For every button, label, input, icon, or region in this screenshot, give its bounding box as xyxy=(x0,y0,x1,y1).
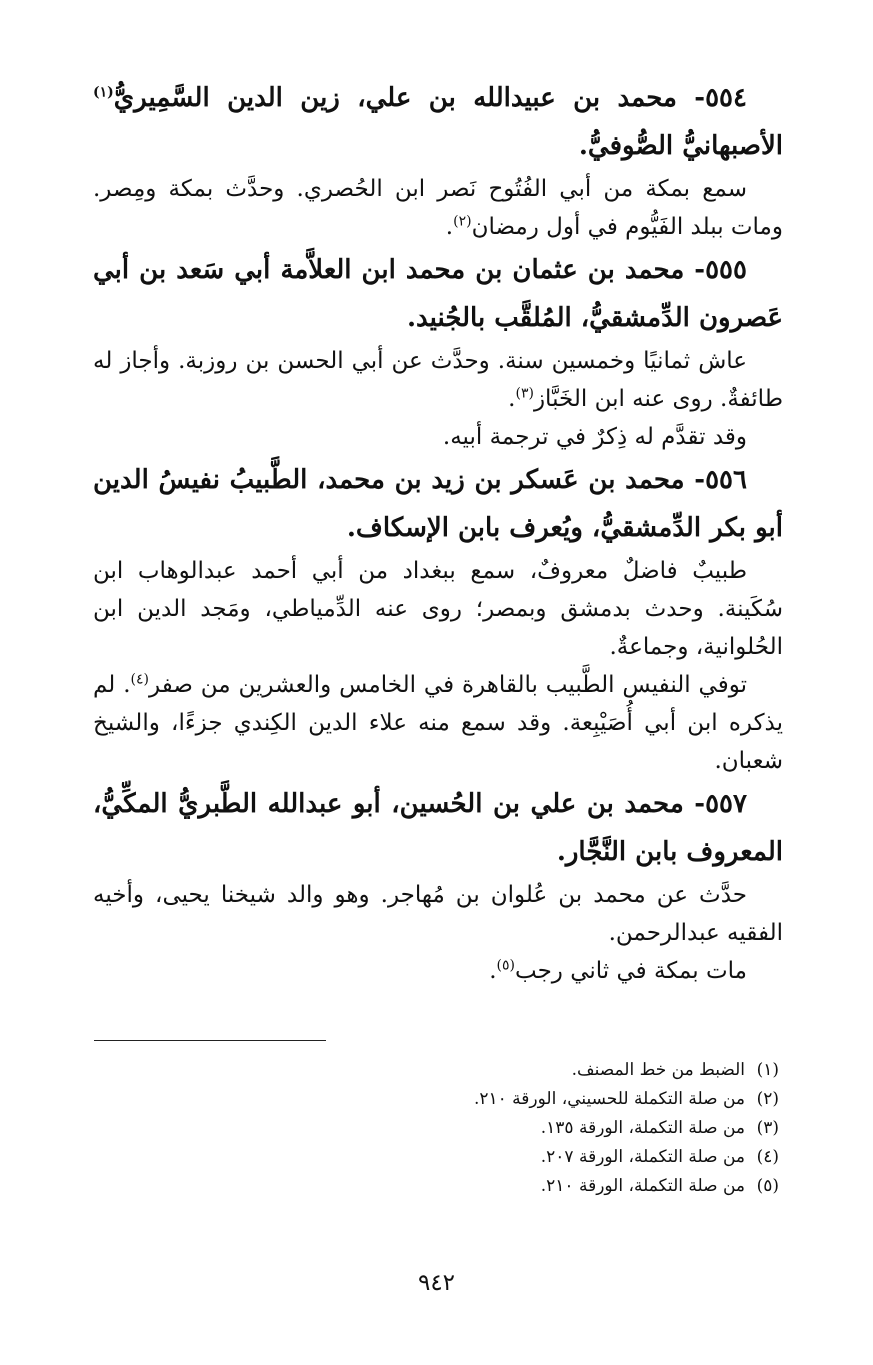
entry-paragraph: عاش ثمانيًا وخمسين سنة. وحدَّث عن أبي الحسن بن روزبة. وأجاز له طائفةٌ. روى عنه ابن الخَبَّاز$^{(٣)}$. xyxy=(93,348,783,412)
footnote-item: (١) الضبط من خط المصنف. xyxy=(571,1060,779,1080)
footnote-ref-3: (٣) xyxy=(515,385,534,402)
entry-title-556: ٥٥٦- محمد بن عَسكر بن زيد بن محمد، الطَّبيبُ نفيسُ الدين أبو بكر الدِّمشقيُّ، ويُعرف بابن الإسكاف. xyxy=(93,465,783,543)
entry-paragraph: سمع بمكة من أبي الفُتُوح نَصر ابن الحُصري. وحدَّث بمكة ومِصر. ومات ببلد الفَيُّوم في أول رمضان$^{(٢)}$. xyxy=(93,176,783,240)
entry-paragraph: مات بمكة في ثاني رجب$^{(٥)}$. xyxy=(489,957,747,984)
page-number: ٩٤٢ xyxy=(417,1270,456,1296)
entry-title-557: ٥٥٧- محمد بن علي بن الحُسين، أبو عبدالله الطَّبريُّ المكِّيُّ، المعروف بابن النَّجَّار. xyxy=(93,789,783,867)
footnote-ref-2: (٢) xyxy=(453,213,472,230)
footnote-divider xyxy=(94,1040,326,1041)
footnote-ref-4: (٤) xyxy=(130,671,149,688)
footnote-ref-5: (٥) xyxy=(496,957,515,974)
footnotes xyxy=(99,1056,779,1201)
main-text xyxy=(93,74,783,990)
footnote-item: (٤) من صلة التكملة، الورقة ٢٠٧. xyxy=(540,1147,779,1167)
footnote-item: (٢) من صلة التكملة للحسيني، الورقة ٢١٠. xyxy=(473,1089,779,1109)
footnote-ref-1: (١) xyxy=(93,84,114,101)
entry-title-555: ٥٥٥- محمد بن عثمان بن محمد ابن العلاَّمة أبي سَعد بن أبي عَصرون الدِّمشقيُّ، المُلقَّب بالجُنيد. xyxy=(93,255,783,333)
entry-paragraph: طبيبٌ فاضلٌ معروفٌ، سمع ببغداد من أبي أحمد عبدالوهاب ابن سُكَينة. وحدث بدمشق وبمصر؛ روى عنه الدِّمياطي، ومَجد الدين ابن الحُلوانية، وجماعةٌ. xyxy=(93,558,783,660)
footnote-item: (٣) من صلة التكملة، الورقة ١٣٥. xyxy=(540,1118,779,1138)
footnote-item: (٥) من صلة التكملة، الورقة ٢١٠. xyxy=(540,1176,779,1196)
entry-paragraph: حدَّث عن محمد بن عُلوان بن مُهاجر. وهو والد شيخنا يحيى، وأخيه الفقيه عبدالرحمن. xyxy=(93,882,783,946)
entry-paragraph: وقد تقدَّم له ذِكرٌ في ترجمة أبيه. xyxy=(442,424,747,450)
entry-paragraph: توفي النفيس الطَّبيب بالقاهرة في الخامس والعشرين من صفر$^{(٤)}$. لم يذكره ابن أبي أُصَيْبِعة. وقد سمع منه علاء الدين الكِندي جزءًا، والشيخ شعبان. xyxy=(93,671,783,774)
entry-title-554: ٥٥٤- محمد بن عبيدالله بن علي، زين الدين السَّمِيريُّ$^{(١)}$ الأصبهانيُّ الصُّوفيُّ. xyxy=(93,83,783,161)
